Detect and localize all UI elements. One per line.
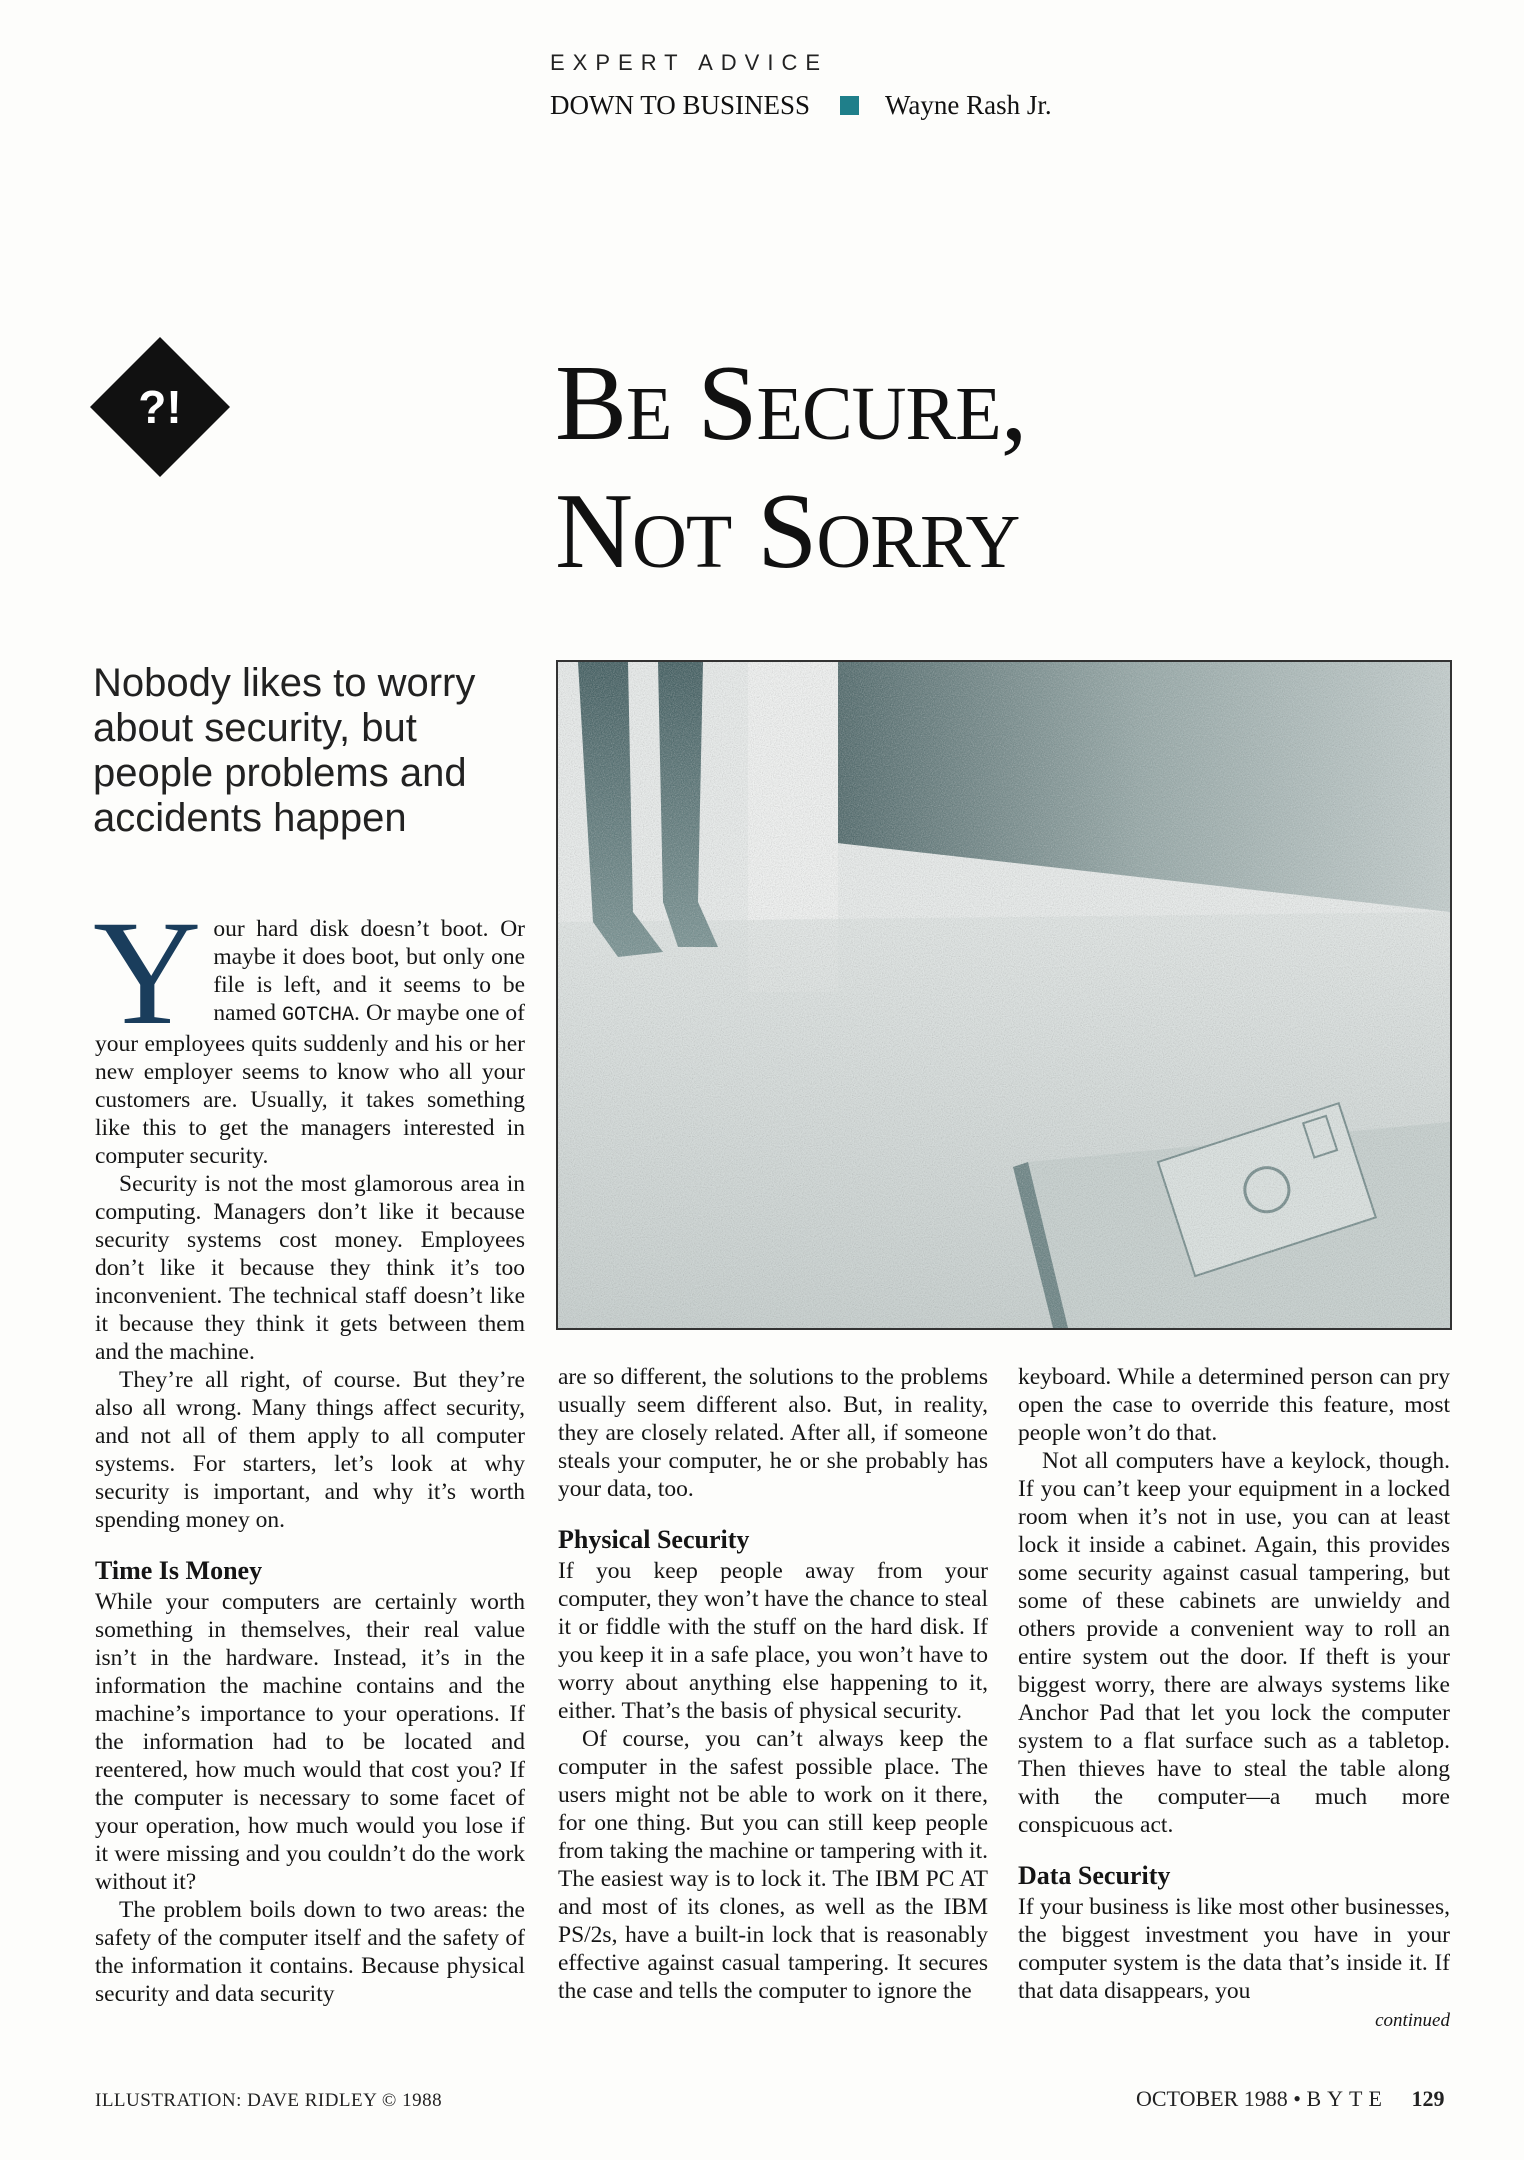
illustration-credit: ILLUSTRATION: DAVE RIDLEY © 1988 [95, 2090, 443, 2111]
headline-line-1: Be Secure, [555, 344, 1027, 463]
magazine-name: BYTE [1306, 2086, 1388, 2111]
paragraph-4: While your computers are certainly worth something in themselves, their real value isn’t in the hardware. Instead, it’s in the information the machine contains and the machine’s importance to your operations. If the information had to be located and reentered, how much would that cost you? If the computer is necessary to some facet of your operation, how much would you lose if it were missing and you couldn’t do the work without it? [95, 1589, 525, 1895]
filename-code: GOTCHA [282, 1004, 355, 1027]
column-rubric [550, 90, 1052, 121]
page-number: 129 [1411, 2086, 1445, 2111]
badge-symbol: ?! [138, 381, 182, 433]
subhead-data-security: Data Security [1018, 1861, 1171, 1890]
paragraph-7: If you keep people away from your computer, they won’t have the chance to steal it or fiddle with the stuff on the hard disk. If you keep it in a safe place, you won’t have to worry about anything else happening to it, either. That’s the basis of physical security. [558, 1558, 988, 1724]
paragraph-6: are so different, the solutions to the problems usually seem different also. But, in reality, they are closely related. After all, if someone steals your computer, he or she probably has your data, too. [558, 1364, 988, 1502]
subhead-physical-security: Physical Security [558, 1525, 750, 1554]
paragraph-2: Security is not the most glamorous area in computing. Managers don’t like it because security systems cost money. Employees don’t like it because they think it’s too inconvenient. The technical staff doesn’t like it because they think it gets between them and the machine. [95, 1171, 525, 1365]
accent-square-icon [840, 96, 859, 115]
column-name: DOWN TO BUSINESS [550, 90, 811, 120]
article-headline [555, 340, 1455, 596]
section-kicker: EXPERT ADVICE [550, 50, 829, 75]
paragraph-9: keyboard. While a determined person can pry open the case to override this feature, most people won’t do that. [1018, 1364, 1450, 1446]
page-folio [1136, 2086, 1444, 2112]
drop-cap: Y [93, 890, 202, 1056]
paragraph-1: Your hard disk doesn’t boot. Or maybe it does boot, but only one file is left, and it seems to be named GOTCHA. Or maybe one of your employees quits suddenly and his or her new employer seems to know who all your customers are. Usually, it takes something like this to get the managers interested in computer security. [93, 890, 525, 1169]
continued-marker: continued [1375, 2010, 1450, 2031]
paragraph-3: They’re all right, of course. But they’re also all wrong. Many things affect security, and not all of them apply to all computer systems. For starters, let’s look at why security is important, and why it’s worth spending money on. [95, 1367, 525, 1533]
subhead-time-is-money: Time Is Money [95, 1556, 263, 1585]
headline-line-2: Not Sorry [555, 472, 1020, 591]
floppy-disk-illustration [556, 660, 1452, 1330]
issue-date: OCTOBER 1988 • [1136, 2086, 1301, 2111]
body-column-1 [93, 890, 525, 2008]
interrobang-badge-icon [90, 337, 230, 477]
paragraph-5: The problem boils down to two areas: the safety of the computer itself and the safety of the information it contains. Because physical security and data security [95, 1897, 525, 2007]
body-column-3 [1018, 1363, 1450, 2035]
body-column-2 [558, 1363, 988, 2005]
paragraph-11: If your business is like most other businesses, the biggest investment you have in your computer system is the data that’s inside it. If that data disappears, you [1018, 1894, 1450, 2004]
paragraph-10: Not all computers have a keylock, though. If you can’t keep your equipment in a locked room when it’s not in use, you can at least lock it inside a cabinet. Again, this provides some security against casual tampering, but some of these cabinets are unwieldy and others provide a convenient way to roll an entire system out the door. If theft is your biggest worry, there are always systems like Anchor Pad that let you lock the computer system to a flat surface such as a tabletop. Then thieves have to steal the table along with the computer—a much more conspicuous act. [1018, 1448, 1450, 1838]
paragraph-8: Of course, you can’t always keep the computer in the safest possible place. The users might not be able to work on it there, for one thing. But you can still keep people from taking the machine or tampering with it. The easiest way is to lock it. The IBM PC AT and most of its clones, as well as the IBM PS/2s, have a built-in lock that is reasonably effective against casual tampering. It secures the case and tells the computer to ignore the [558, 1726, 988, 2004]
author-byline: Wayne Rash Jr. [885, 90, 1052, 120]
article-deck: Nobody likes to worry about security, but people problems and accidents happen [93, 661, 476, 840]
